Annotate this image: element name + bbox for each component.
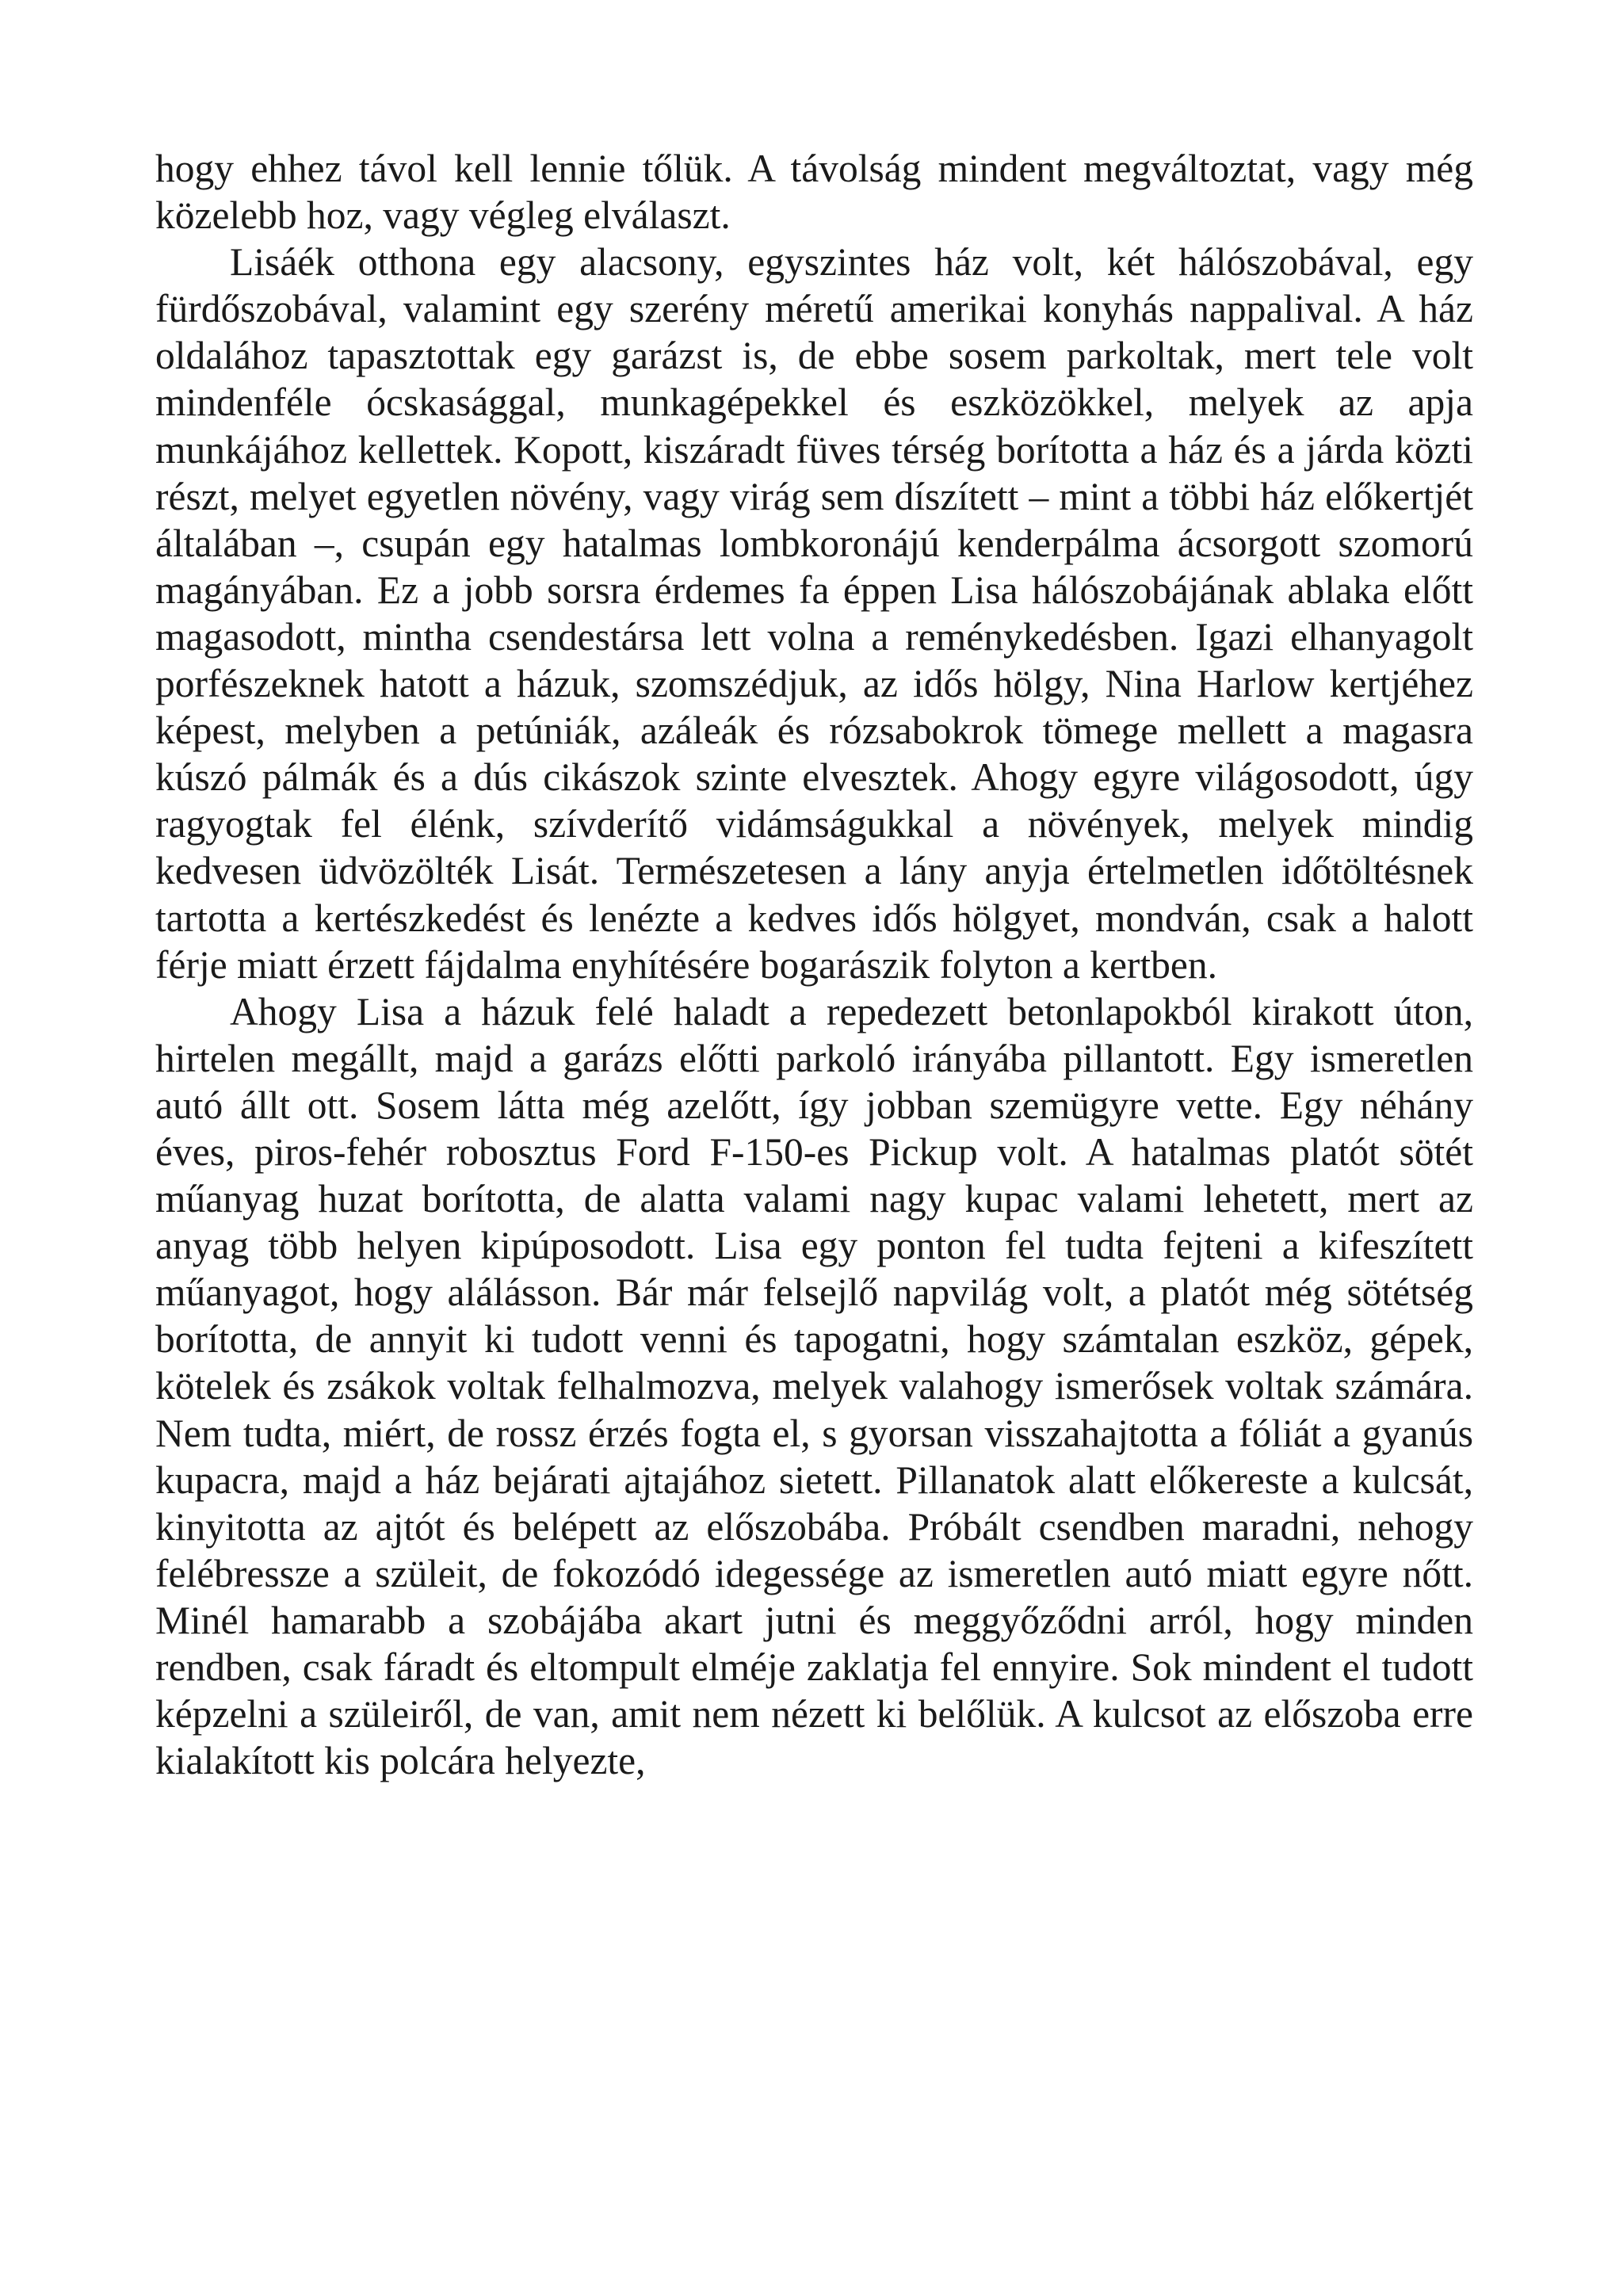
paragraph-continuation: hogy ehhez távol kell lennie tőlük. A távolság mindent megváltoztat, vagy még közelebb hoz, vagy végleg elválaszt. — [155, 147, 1473, 238]
body-text — [155, 145, 1473, 1784]
paragraph: Lisáék otthona egy alacsony, egyszintes ház volt, két hálószobával, egy fürdőszobával, valamint egy szerény méretű amerikai konyhás nappalival. A ház oldalához tapasztottak egy garázst is, de ebbe sosem parkoltak, mert tele volt mindenféle ócskasággal, munkagépekkel és eszközökkel, melyek az apja munkájához kellettek. Kopott, kiszáradt füves térség borította a ház és a járda közti részt, melyet egyetlen növény, vagy virág sem díszített – mint a többi ház előkertjét általában –, csupán egy hatalmas lombkoronájú kenderpálma ácsorgott szomorú magányában. Ez a jobb sorsra érdemes fa éppen Lisa hálószobájának ablaka előtt magasodott, mintha csendestársa lett volna a reménykedésben. Igazi elhanyagolt porfészeknek hatott a házuk, szomszédjuk, az idős hölgy, Nina Harlow kertjéhez képest, melyben a petúniák, azáleák és rózsabokrok tömege mellett a magasra kúszó pálmák és a dús cikászok szinte elvesztek. Ahogy egyre világosodott, úgy ragyogtak fel élénk, szívderítő vidámságukkal a növények, melyek mindig kedvesen üdvözölték Lisát. Természetesen a lány anyja értelmetlen időtöltésnek tartotta a kertészkedést és lenézte a kedves idős hölgyet, mondván, csak a halott férje miatt érzett fájdalma enyhítésére bogarászik folyton a kertben. — [155, 240, 1473, 987]
paragraph: Ahogy Lisa a házuk felé haladt a repedezett betonlapokból kirakott úton, hirtelen megállt, majd a garázs előtti parkoló irányába pillantott. Egy ismeretlen autó állt ott. Sosem látta még azelőtt, így jobban szemügyre vette. Egy néhány éves, piros-fehér robosztus Ford F-150-es Pickup volt. A hatalmas platót sötét műanyag huzat borította, de alatta valami nagy kupac valami lehetett, mert az anyag több helyen kipúposodott. Lisa egy ponton fel tudta fejteni a kifeszített műanyagot, hogy alálásson. Bár már felsejlő napvilág volt, a platót még sötétség borította, de annyit ki tudott venni és tapogatni, hogy számtalan eszköz, gépek, kötelek és zsákok voltak felhalmozva, melyek valahogy ismerősek voltak számára. Nem tudta, miért, de rossz érzés fogta el, s gyorsan visszahajtotta a fóliát a gyanús kupacra, majd a ház bejárati ajtajához sietett. Pillanatok alatt előkereste a kulcsát, kinyitotta az ajtót és belépett az előszobába. Próbált csendben maradni, nehogy felébressze a szüleit, de fokozódó idegessége az ismeretlen autó miatt egyre nőtt. Minél hamarabb a szobájába akart jutni és meggyőződni arról, hogy minden rendben, csak fáradt és eltompult elméje zaklatja fel ennyire. Sok mindent el tudott képzelni a szüleiről, de van, amit nem nézett ki belőlük. A kulcsot az előszoba erre kialakított kis polcára helyezte, — [155, 989, 1473, 1783]
